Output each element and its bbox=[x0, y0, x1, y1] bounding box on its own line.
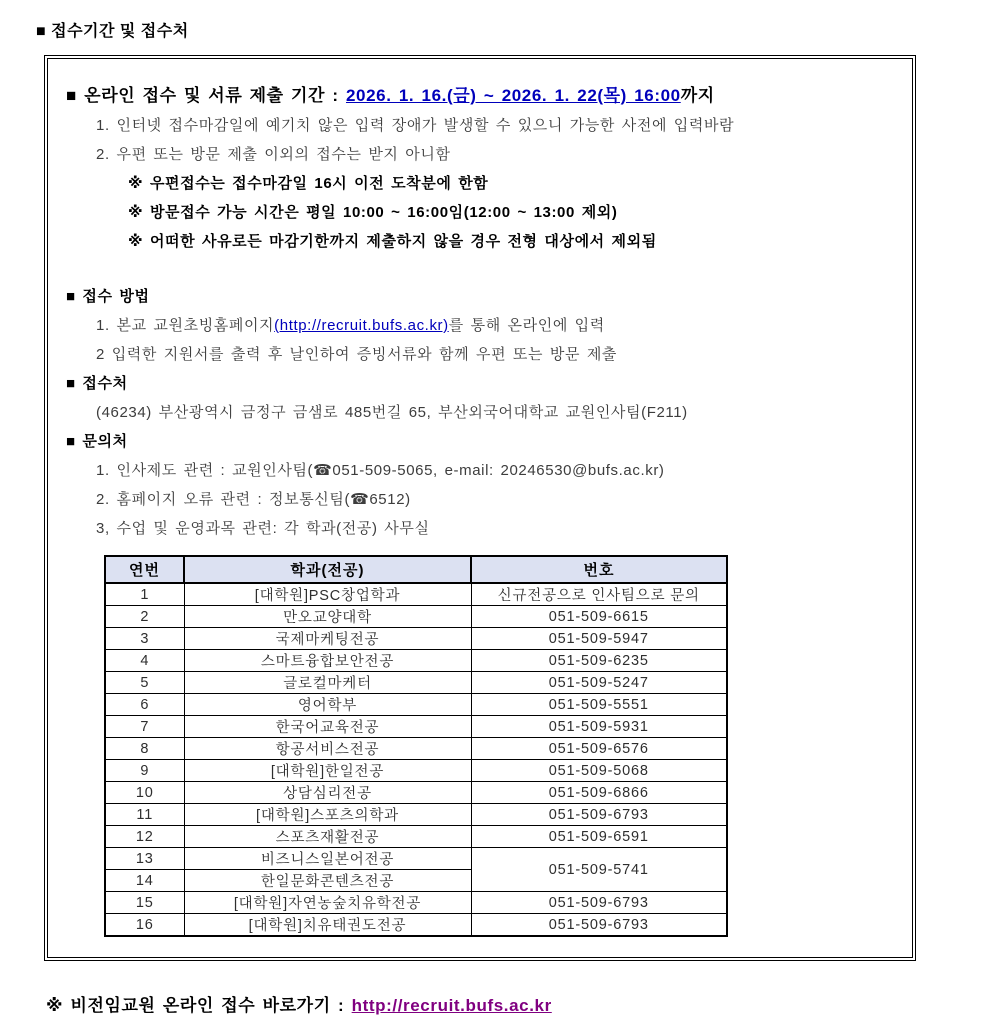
table-row bbox=[105, 628, 727, 650]
table-row bbox=[105, 892, 727, 914]
cell-phone: 051-509-5068 bbox=[471, 760, 727, 782]
page-title: ■ 접수기간 및 접수처 bbox=[36, 23, 189, 40]
cell-number: 3 bbox=[105, 628, 184, 650]
cell-department: [대학원]자연농숲치유학전공 bbox=[184, 892, 471, 914]
method-item-1-post: 를 통해 온라인에 입력 bbox=[448, 317, 605, 334]
contact-item-1: 1. 인사제도 관련 : 교원인사팀(☎051-509-5065, e-mail: 20246530@bufs.ac.kr) bbox=[96, 462, 665, 479]
cell-phone: 051-509-5551 bbox=[471, 694, 727, 716]
cell-number: 4 bbox=[105, 650, 184, 672]
cell-department: [대학원]PSC창업학과 bbox=[184, 583, 471, 606]
cell-number: 6 bbox=[105, 694, 184, 716]
table-header-row bbox=[105, 556, 727, 583]
cell-phone: 051-509-6576 bbox=[471, 738, 727, 760]
method-heading: ■ 접수 방법 bbox=[66, 288, 150, 305]
table-row bbox=[105, 650, 727, 672]
table-row bbox=[105, 782, 727, 804]
cell-number: 16 bbox=[105, 914, 184, 937]
cell-number: 1 bbox=[105, 583, 184, 606]
department-contact-table bbox=[104, 555, 728, 937]
cell-number: 2 bbox=[105, 606, 184, 628]
col-header-department: 학과(전공) bbox=[184, 556, 471, 583]
period-dates-highlight: 2026. 1. 16.(금) ~ 2026. 1. 22(목) 16:00 bbox=[345, 86, 681, 105]
table-row bbox=[105, 848, 727, 870]
cell-phone: 051-509-5741 bbox=[471, 848, 727, 892]
cell-number: 9 bbox=[105, 760, 184, 782]
cell-phone: 051-509-5947 bbox=[471, 628, 727, 650]
method-item-2: 2 입력한 지원서를 출력 후 날인하여 증빙서류와 함께 우편 또는 방문 제출 bbox=[96, 346, 617, 363]
recruit-site-link[interactable]: (http://recruit.bufs.ac.kr) bbox=[274, 317, 449, 334]
cell-department: 비즈니스일본어전공 bbox=[184, 848, 471, 870]
method-item-1 bbox=[66, 311, 894, 340]
table-row bbox=[105, 716, 727, 738]
table-row bbox=[105, 826, 727, 848]
table-row bbox=[105, 738, 727, 760]
period-note-1: 1. 인터넷 접수마감일에 예기치 않은 입력 장애가 발생할 수 있으니 가능한 사전에 입력바람 bbox=[96, 117, 735, 134]
footer-recruit-link[interactable]: http://recruit.bufs.ac.kr bbox=[351, 996, 552, 1015]
footer-shortcut-line bbox=[46, 991, 962, 1016]
contact-item-3: 3, 수업 및 운영과목 관련: 각 학과(전공) 사무실 bbox=[96, 520, 430, 537]
cell-number: 5 bbox=[105, 672, 184, 694]
cell-department: 한국어교육전공 bbox=[184, 716, 471, 738]
table-row bbox=[105, 694, 727, 716]
cell-phone: 051-509-6235 bbox=[471, 650, 727, 672]
table-row bbox=[105, 760, 727, 782]
cell-department: 만오교양대학 bbox=[184, 606, 471, 628]
period-heading-line bbox=[66, 81, 894, 111]
cell-phone: 051-509-6866 bbox=[471, 782, 727, 804]
table-body bbox=[105, 583, 727, 936]
period-warning-3: ※ 어떠한 사유로든 마감기한까지 제출하지 않을 경우 전형 대상에서 제외됨 bbox=[128, 233, 657, 250]
cell-phone: 051-509-5247 bbox=[471, 672, 727, 694]
col-header-phone: 번호 bbox=[471, 556, 727, 583]
address-heading: ■ 접수처 bbox=[66, 375, 128, 392]
cell-number: 11 bbox=[105, 804, 184, 826]
cell-number: 15 bbox=[105, 892, 184, 914]
cell-phone: 051-509-6615 bbox=[471, 606, 727, 628]
period-note-2: 2. 우편 또는 방문 제출 이외의 접수는 받지 아니함 bbox=[96, 146, 451, 163]
footer-prefix: ※ 비전임교원 온라인 접수 바로가기 : bbox=[46, 996, 352, 1015]
cell-department: [대학원]한일전공 bbox=[184, 760, 471, 782]
cell-number: 12 bbox=[105, 826, 184, 848]
cell-number: 14 bbox=[105, 870, 184, 892]
cell-phone: 신규전공으로 인사팀으로 문의 bbox=[471, 583, 727, 606]
table-row bbox=[105, 914, 727, 937]
contact-heading: ■ 문의처 bbox=[66, 433, 128, 450]
period-warning-2: ※ 방문접수 가능 시간은 평일 10:00 ~ 16:00임(12:00 ~ 13:00 제외) bbox=[128, 204, 618, 221]
cell-number: 7 bbox=[105, 716, 184, 738]
address-line: (46234) 부산광역시 금정구 금샘로 485번길 65, 부산외국어대학교 교원인사팀(F211) bbox=[96, 404, 688, 421]
period-suffix: 까지 bbox=[680, 86, 715, 105]
table-row bbox=[105, 583, 727, 606]
cell-number: 10 bbox=[105, 782, 184, 804]
cell-phone: 051-509-6793 bbox=[471, 914, 727, 937]
method-item-1-pre: 1. 본교 교원초빙홈페이지 bbox=[96, 317, 275, 334]
cell-number: 13 bbox=[105, 848, 184, 870]
cell-department: [대학원]스포츠의학과 bbox=[184, 804, 471, 826]
contact-item-2: 2. 홈페이지 오류 관련 : 정보통신팀(☎6512) bbox=[96, 491, 411, 508]
cell-department: [대학원]치유태권도전공 bbox=[184, 914, 471, 937]
period-warning-1: ※ 우편접수는 접수마감일 16시 이전 도착분에 한함 bbox=[128, 175, 489, 192]
cell-department: 스마트융합보안전공 bbox=[184, 650, 471, 672]
col-header-number: 연번 bbox=[105, 556, 184, 583]
cell-phone: 051-509-6591 bbox=[471, 826, 727, 848]
table-row bbox=[105, 672, 727, 694]
cell-department: 스포츠재활전공 bbox=[184, 826, 471, 848]
cell-department: 항공서비스전공 bbox=[184, 738, 471, 760]
cell-department: 글로컬마케터 bbox=[184, 672, 471, 694]
table-row bbox=[105, 606, 727, 628]
cell-phone: 051-509-5931 bbox=[471, 716, 727, 738]
cell-department: 한일문화콘텐츠전공 bbox=[184, 870, 471, 892]
cell-phone: 051-509-6793 bbox=[471, 892, 727, 914]
cell-department: 영어학부 bbox=[184, 694, 471, 716]
cell-number: 8 bbox=[105, 738, 184, 760]
cell-phone: 051-509-6793 bbox=[471, 804, 727, 826]
content-box bbox=[44, 55, 916, 961]
period-heading-label: ■ 온라인 접수 및 서류 제출 기간 : bbox=[66, 86, 346, 105]
cell-department: 상담심리전공 bbox=[184, 782, 471, 804]
cell-department: 국제마케팅전공 bbox=[184, 628, 471, 650]
table-row bbox=[105, 804, 727, 826]
